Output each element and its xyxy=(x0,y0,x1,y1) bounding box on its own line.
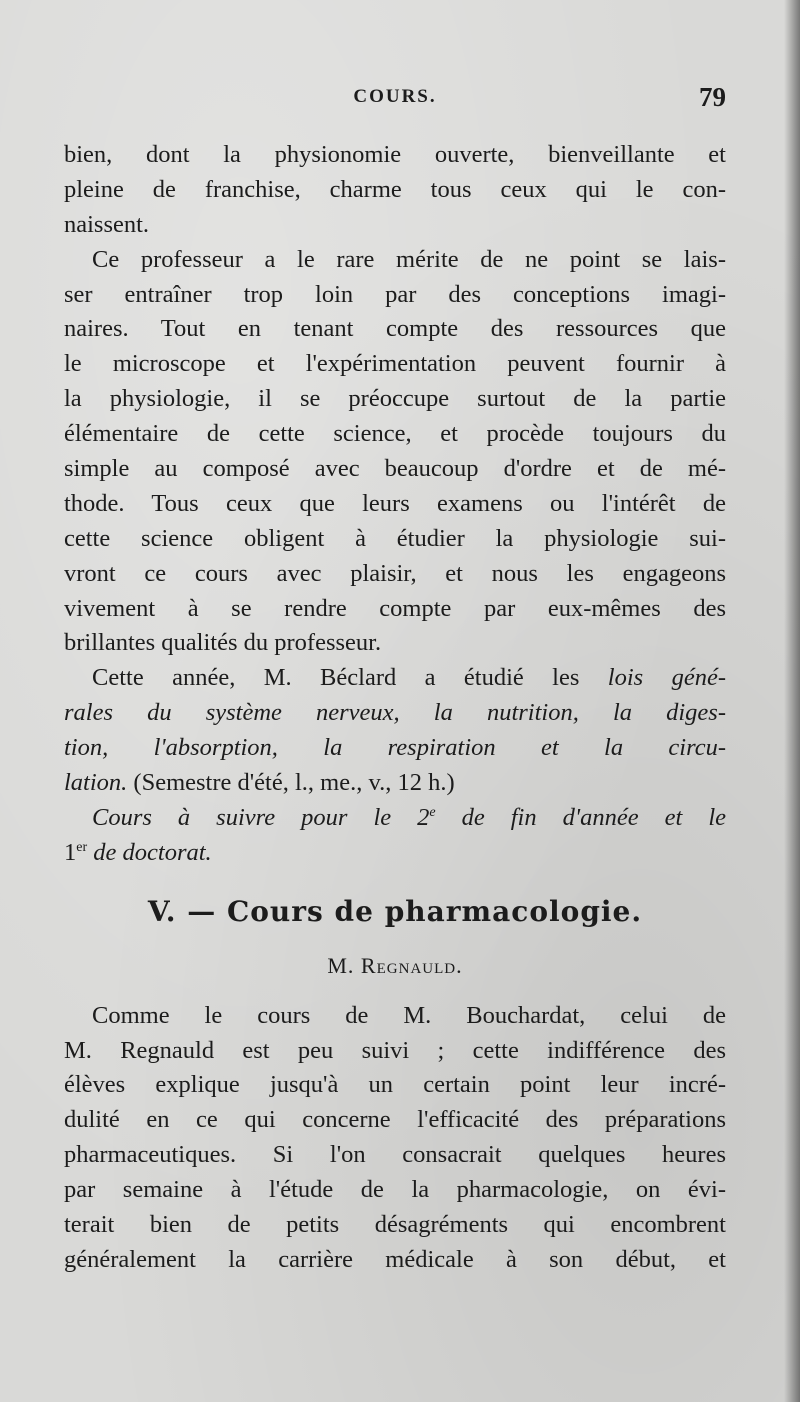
text-line xyxy=(64,836,726,871)
text-line: pleine de franchise, charme tous ceux qui le con- xyxy=(64,175,726,203)
text-line: Ce professeur a le rare mérite de ne point se lais- xyxy=(92,245,726,273)
text-line: généralement la carrière médicale à son début, et xyxy=(64,1245,726,1273)
text-line: M. Regnauld est peu suivi ; cette indifférence des xyxy=(64,1036,726,1064)
text-line: naissent. xyxy=(64,210,150,238)
page-edge-shadow xyxy=(784,0,800,1402)
italic-run: lation. xyxy=(64,769,128,797)
running-title: COURS. xyxy=(353,86,437,107)
italic-run: lois géné- xyxy=(607,664,727,692)
body-text xyxy=(64,138,726,1278)
text-line: rales du système nerveux, la nutrition, la diges- xyxy=(64,699,726,727)
text-line: le microscope et l'expérimentation peuvent fournir à xyxy=(64,350,726,378)
italic-run: de fin d'année et le xyxy=(435,803,726,831)
text-line: thode. Tous ceux que leurs examens ou l'intérêt de xyxy=(64,489,726,517)
text-line: tion, l'absorption, la respiration et la circu- xyxy=(64,734,726,762)
text-line: par semaine à l'étude de la pharmacologie, on évi- xyxy=(64,1176,726,1204)
text-line: simple au composé avec beaucoup d'ordre et de mé- xyxy=(64,455,726,483)
text-line: vront ce cours avec plaisir, et nous les engageons xyxy=(64,559,726,587)
text-line: pharmaceutiques. Si l'on consacrait quelques heures xyxy=(64,1141,726,1169)
text-line: dulité en ce qui concerne l'efficacité des préparations xyxy=(64,1106,726,1134)
text-line: ser entraîner trop loin par des conceptions imagi- xyxy=(64,280,726,308)
superscript: er xyxy=(76,839,88,855)
italic-run: de doctorat. xyxy=(87,838,212,866)
superscript: e xyxy=(429,804,436,820)
text-line xyxy=(64,766,726,801)
text-line: naires. Tout en tenant compte des ressources que xyxy=(64,315,726,343)
italic-run: Cours à suivre pour le 2 xyxy=(92,803,430,831)
spacer xyxy=(64,989,726,999)
text-run: 1 xyxy=(64,838,77,866)
text-line: élémentaire de cette science, et procède toujours du xyxy=(64,420,726,448)
section-author: M. Regnauld. xyxy=(327,952,463,978)
text-line: cette science obligent à étudier la physiologie sui- xyxy=(64,524,726,552)
running-header xyxy=(64,84,726,114)
text-line xyxy=(64,801,726,836)
text-line: brillantes qualités du professeur. xyxy=(64,629,382,657)
text-line: terait bien de petits désagréments qui encombrent xyxy=(64,1211,726,1239)
text-line xyxy=(64,661,726,696)
text-run: Cette année, M. Béclard a étudié les xyxy=(92,664,608,692)
text-line: la physiologie, il se préoccupe surtout de la partie xyxy=(64,385,726,413)
section-heading: V. — Cours de pharmacologie. xyxy=(147,894,643,928)
text-line: Comme le cours de M. Bouchardat, celui de xyxy=(92,1001,726,1029)
text-line: bien, dont la physionomie ouverte, bienveillante et xyxy=(64,141,726,168)
text-line: vivement à se rendre compte par eux-mêmes des xyxy=(64,594,726,622)
page-number: 79 xyxy=(699,82,726,112)
text-run: (Semestre d'été, l., me., v., 12 h.) xyxy=(127,769,455,797)
text-line: élèves explique jusqu'à un certain point leur incré- xyxy=(64,1071,726,1099)
